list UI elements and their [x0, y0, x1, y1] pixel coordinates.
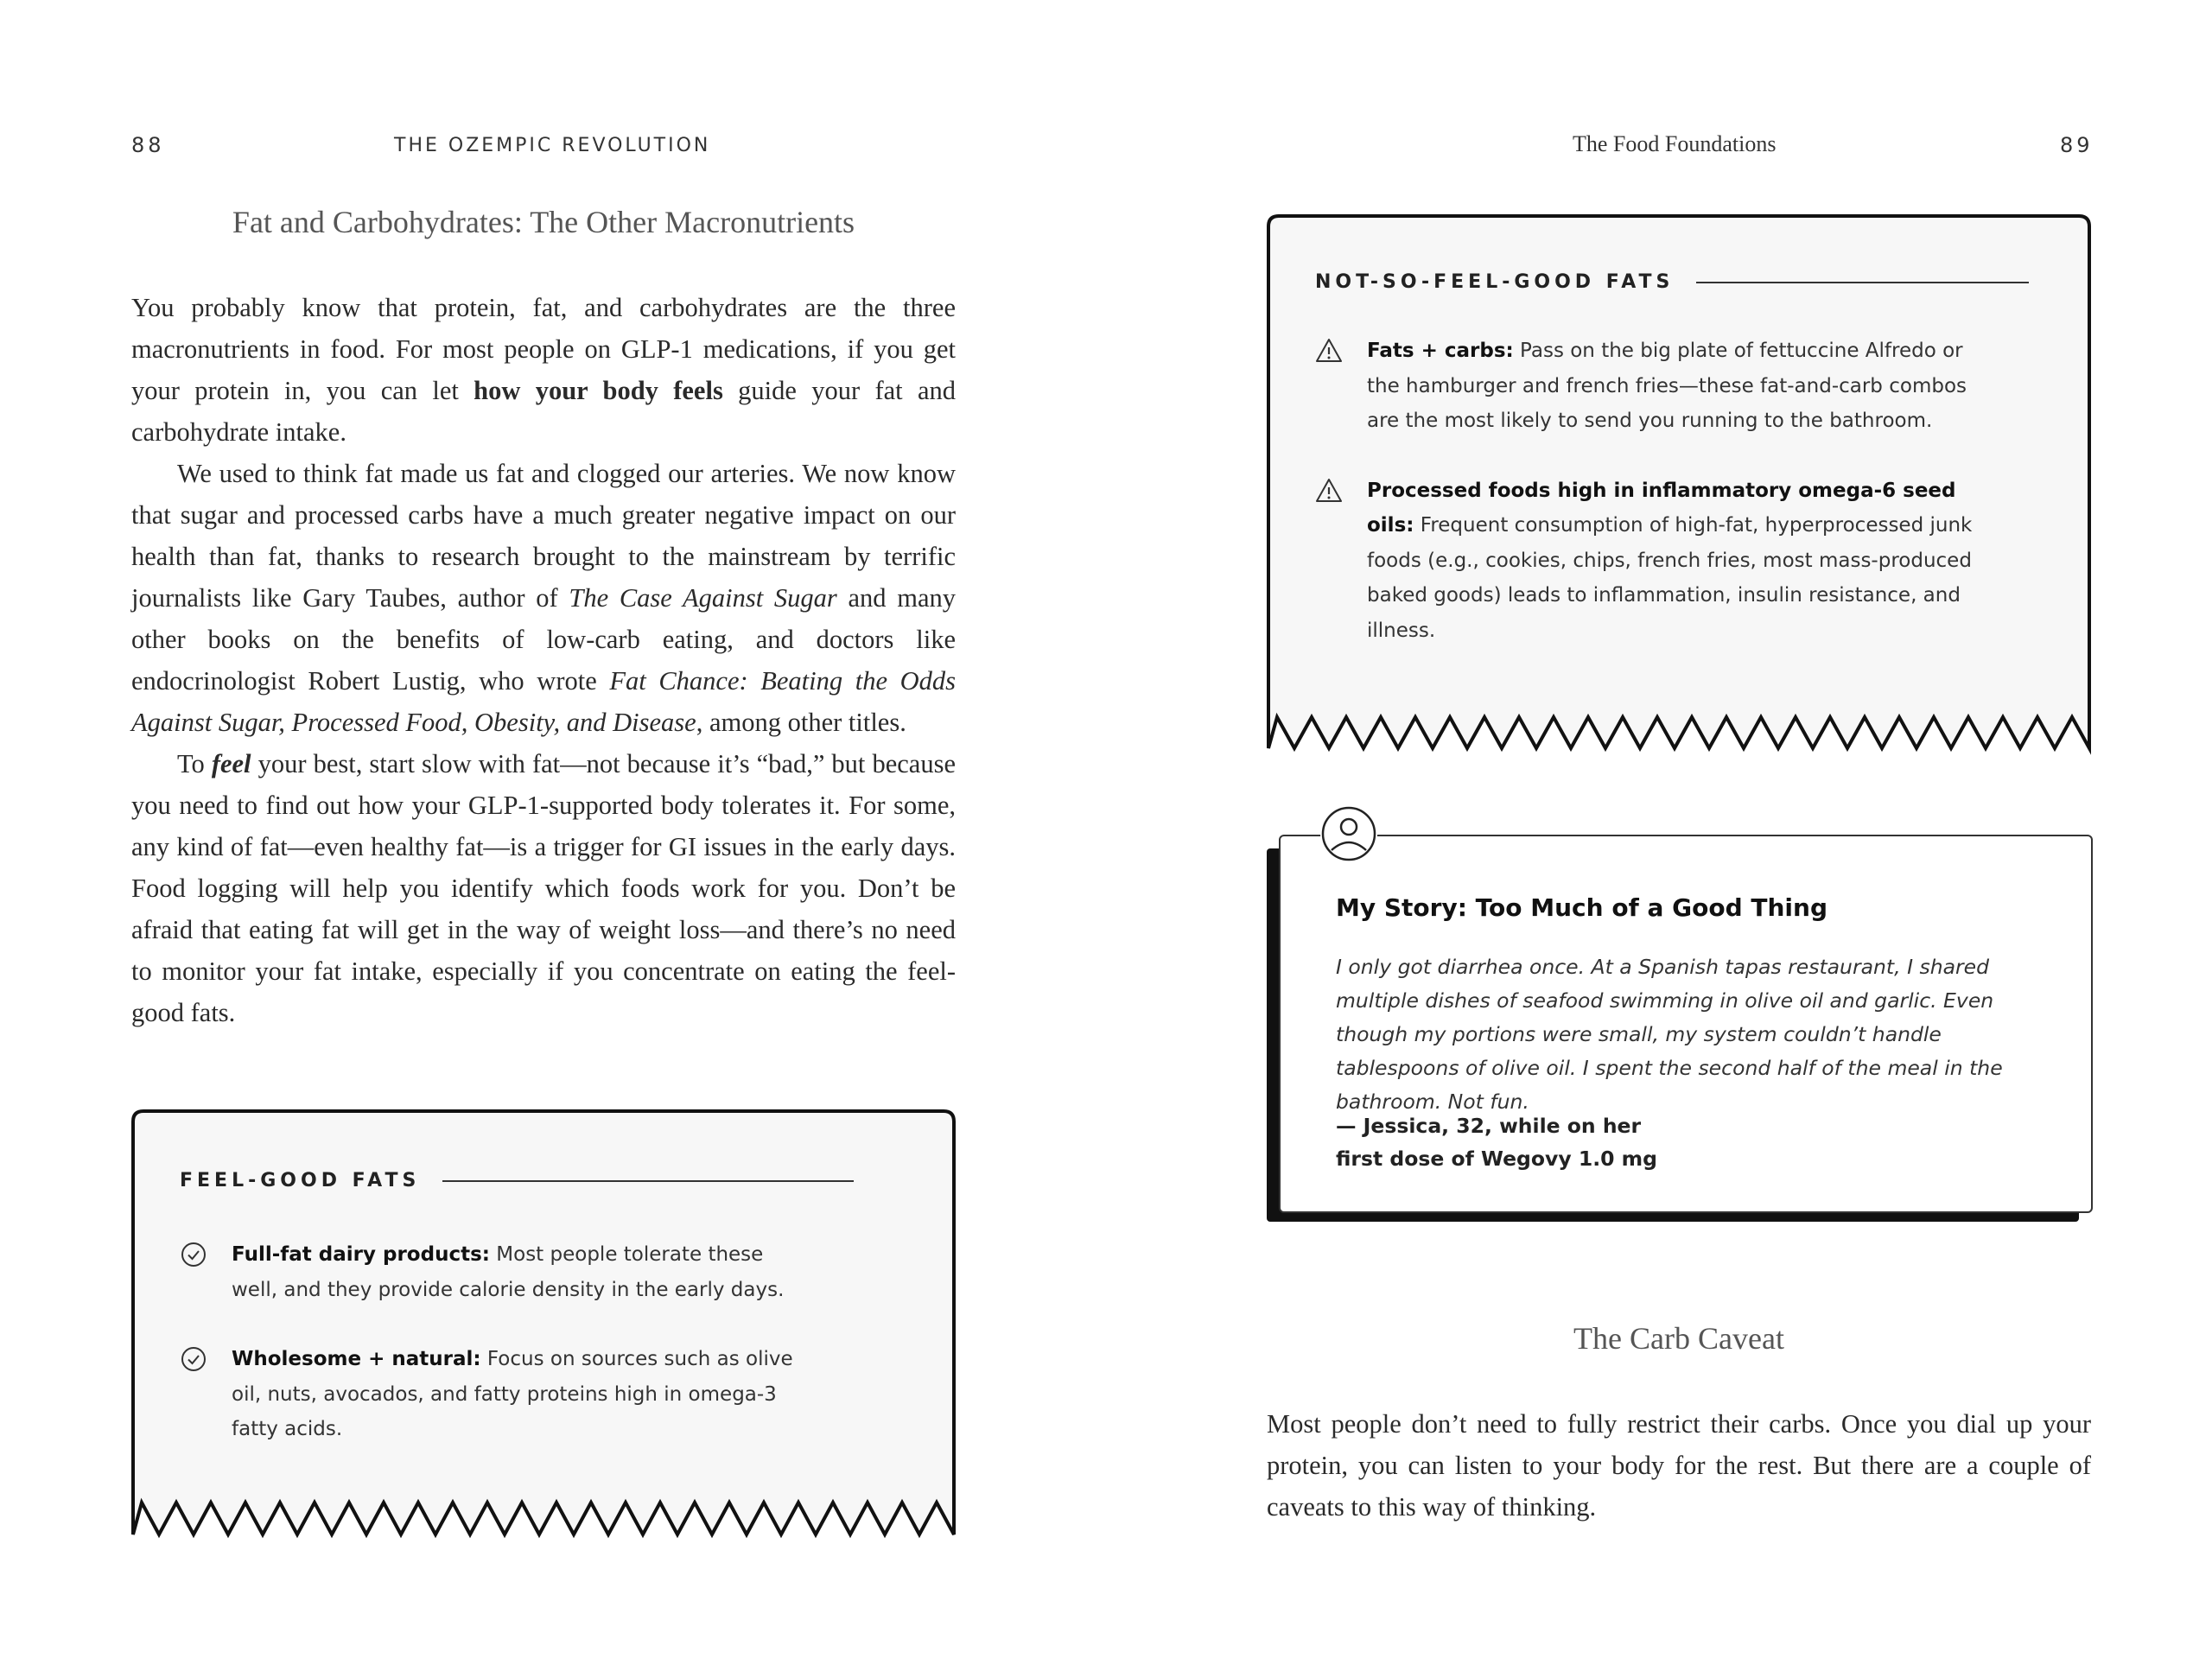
feel-good-box-label	[180, 1170, 854, 1191]
page-number-right: 89	[2060, 133, 2094, 157]
list-item-text	[1367, 334, 1989, 439]
item-body: Pass on the big plate of fettuccine Alfredo or the hamburger and french fries—these fat-and-carb combos are the most likely to send you running to the bathroom.	[1367, 340, 1967, 432]
not-so-feel-good-fats-box	[1267, 214, 2091, 753]
list-item	[180, 1237, 802, 1307]
not-so-label-text: NOT-SO-FEEL-GOOD FATS	[1315, 271, 1675, 293]
p1-text-c: guide your fat and carbohydrate intake.	[131, 376, 956, 447]
p2-book-title-1: The Case Against Sugar	[569, 583, 837, 613]
body-text-right	[1267, 1403, 2091, 1528]
p2-text-a: We used to think fat made us fat and clogged our arteries. We now know that sugar and processed carbs have a much greater negative impact on our health than fat, thanks to research brought to the mainstream by terrific journalists like Gary Taubes, author of	[131, 459, 956, 613]
attribution-line-2: first dose of Wegovy 1.0 mg	[1336, 1147, 1657, 1171]
running-head-right: The Food Foundations	[1573, 131, 1777, 156]
feel-good-label-text: FEEL-GOOD FATS	[180, 1170, 421, 1191]
label-rule	[442, 1180, 854, 1182]
p2-text-c: and many other books on the benefits of low-carb eating, and doctors like endocrinologist Robert Lustig, who wrote	[131, 583, 956, 696]
section-heading-carb-caveat: The Carb Caveat	[1573, 1321, 1784, 1356]
p3-text-c: your best, start slow with fat—not because it’s “bad,” but because you need to find out how your GLP-1-supported body tolerates it. For some, any kind of fat—even healthy fat—is a trigger for GI issues in the early days. Food logging will help you identify which foods work for you. Don’t be afraid that eating fat will get in the way of weight loss—and there’s no need to monitor your fat intake, especially if you concentrate on eating the feel-good fats.	[131, 749, 956, 1027]
item-body: Most people tolerate these well, and they provide calorie density in the early days.	[232, 1243, 785, 1301]
warning-triangle-icon	[1315, 473, 1346, 508]
my-story-box	[1267, 805, 2096, 1229]
body-text-left	[131, 287, 956, 1033]
carb-caveat-paragraph: Most people don’t need to fully restrict their carbs. Once you dial up your protein, you can listen to your body for the rest. But there are a couple of caveats to this way of thinking.	[1267, 1409, 2091, 1522]
list-item-text	[1367, 473, 1989, 649]
paragraph-3	[131, 743, 956, 1033]
page-number-left: 88	[131, 133, 165, 157]
p3-text-a: To	[177, 749, 212, 778]
feel-good-fats-box	[131, 1109, 956, 1541]
attribution-line-1: — Jessica, 32, while on her	[1336, 1114, 1642, 1138]
person-avatar-icon	[1320, 805, 1377, 862]
warning-triangle-icon	[1315, 334, 1346, 368]
p3-emphasis: feel	[211, 749, 251, 778]
paragraph-1	[131, 287, 956, 453]
p1-bold: how your body feels	[474, 376, 723, 405]
story-title: My Story: Too Much of a Good Thing	[1336, 893, 1827, 922]
not-so-items	[1315, 334, 1989, 648]
list-item	[1315, 334, 1989, 439]
not-so-box-label	[1315, 271, 2029, 293]
item-title: Processed foods high in inflammatory omega-6 seed oils:	[1367, 479, 1956, 537]
p1-text-a: You probably know that protein, fat, and carbohydrates are the three macronutrients in food. For most people on GLP-1 medications, if you get your protein in, you can let	[131, 293, 956, 405]
story-attribution	[1336, 1109, 2044, 1175]
item-body: Frequent consumption of high-fat, hyperprocessed junk foods (e.g., cookies, chips, french fries, most mass-produced baked goods) leads to inflammation, insulin resistance, and illness.	[1367, 514, 1973, 642]
label-rule	[1696, 282, 2029, 283]
check-circle-icon	[180, 1237, 211, 1272]
item-title: Fats + carbs:	[1367, 340, 1514, 362]
list-item-text	[232, 1342, 802, 1447]
item-title: Wholesome + natural:	[232, 1348, 481, 1370]
feel-good-items	[180, 1237, 802, 1447]
list-item	[180, 1342, 802, 1447]
check-circle-icon	[180, 1342, 211, 1376]
p2-book-title-2: Fat Chance: Beating the Odds Against Sugar, Processed Food, Obesity, and Disease	[131, 666, 956, 737]
list-item-text	[232, 1237, 802, 1307]
item-title: Full-fat dairy products:	[232, 1243, 490, 1266]
item-body: Focus on sources such as olive oil, nuts, avocados, and fatty proteins high in omega-3 fatty acids.	[232, 1348, 793, 1440]
list-item	[1315, 473, 1989, 649]
story-quote: I only got diarrhea once. At a Spanish tapas restaurant, I shared multiple dishes of seafood swimming in olive oil and garlic. Even though my portions were small, my system couldn’t handle tablespoons of olive oil. I spent the second half of the meal in the bathroom. Not fun.	[1336, 955, 2003, 1114]
p2-text-e: , among other titles.	[696, 708, 906, 737]
section-heading-fat-carbs: Fat and Carbohydrates: The Other Macronutrients	[232, 205, 855, 239]
paragraph-2	[131, 453, 956, 743]
running-head-left: THE OZEMPIC REVOLUTION	[394, 135, 711, 156]
